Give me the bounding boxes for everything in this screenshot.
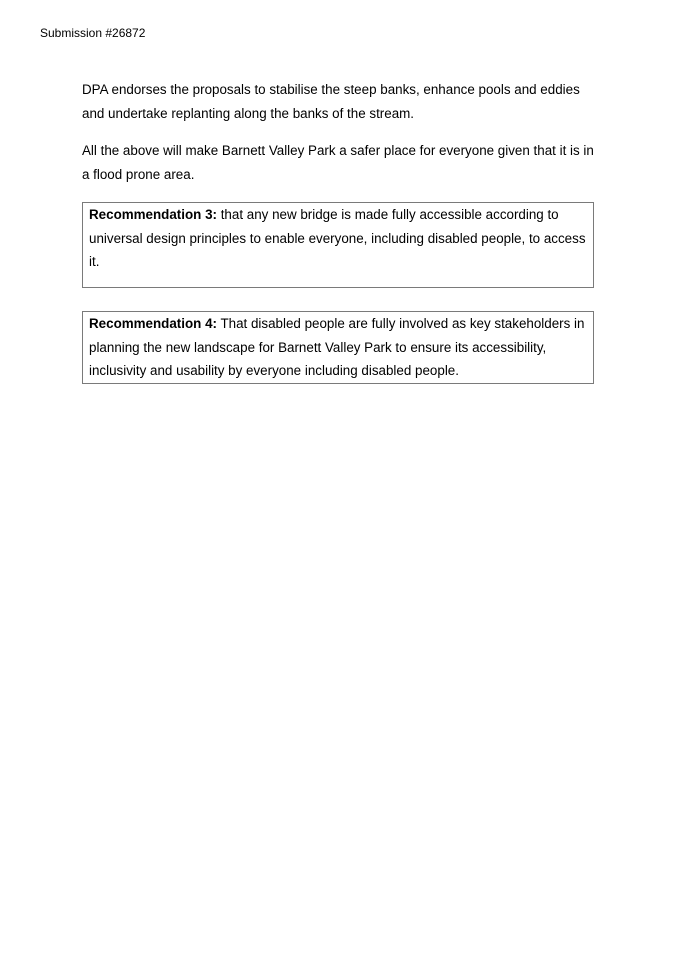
recommendation-4-label: Recommendation 4:	[89, 316, 217, 331]
recommendation-3-label: Recommendation 3:	[89, 207, 217, 222]
paragraph-safer-park: All the above will make Barnett Valley Park a safer place for everyone given that it is in a flood prone area.	[82, 143, 594, 182]
paragraph-stabilise-banks: DPA endorses the proposals to stabilise the steep banks, enhance pools and eddies and undertake replanting along the banks of the stream.	[82, 82, 580, 121]
recommendation-4-text: That disabled people are fully involved as key stakeholders in planning the new landscape for Barnett Valley Park to ensure its accessibility, inclusivity and usability by everyone including disabled people.	[89, 316, 585, 378]
recommendation-3-text: that any new bridge is made fully accessible according to universal design principles to enable everyone, including disabled people, to access it.	[89, 207, 586, 269]
submission-number: Submission #26872	[40, 26, 146, 40]
recommendation-4-box	[82, 311, 594, 384]
recommendation-3-box	[82, 202, 594, 288]
